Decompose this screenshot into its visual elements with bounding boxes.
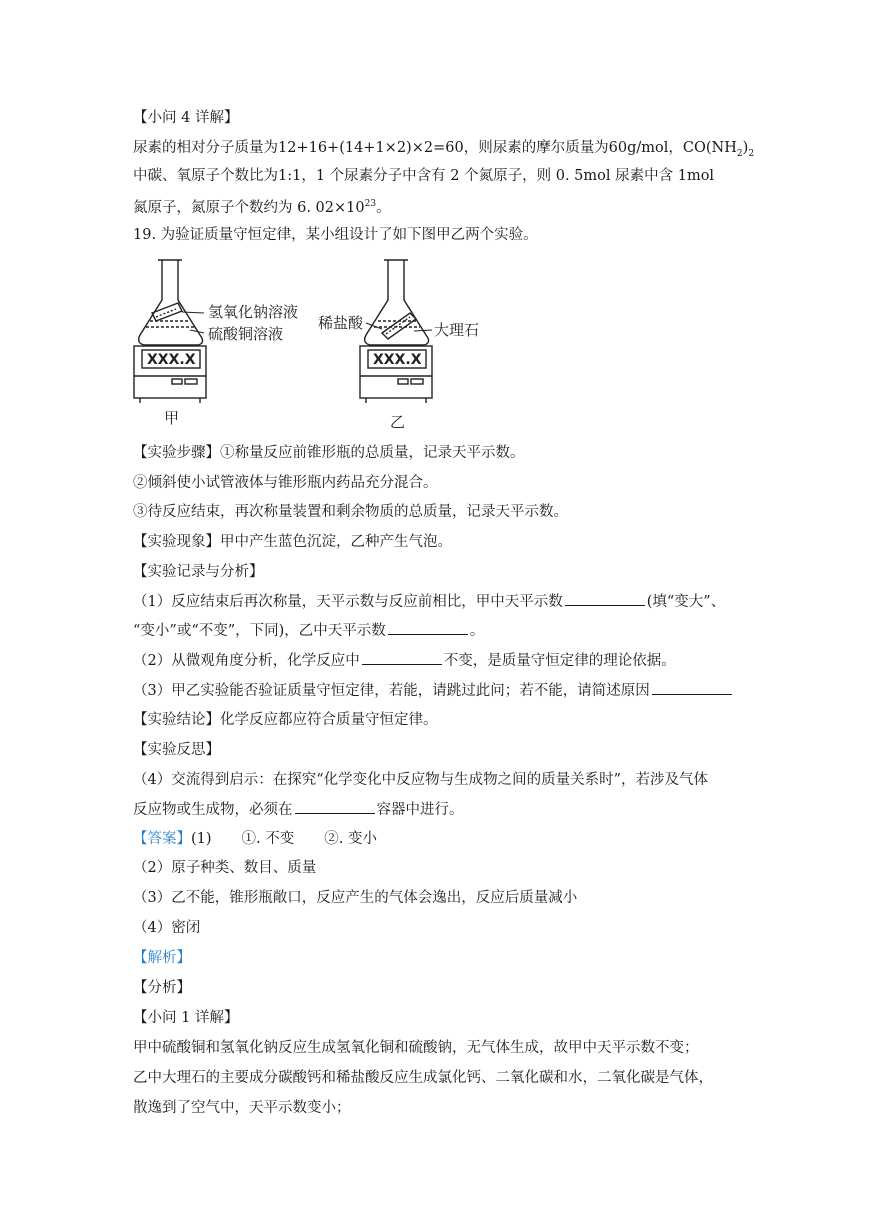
display-jia: XXX.X (147, 352, 196, 368)
sub-question-3: （3）甲乙实验能否验证质量守恒定律，若能，请跳过此问；若不能，请简述原因 (133, 680, 743, 701)
experiment-conclusion: 【实验结论】化学反应都应符合质量守恒定律。 (133, 712, 438, 728)
answer-label: 【答案】 (133, 831, 191, 847)
fenxi-header: 【分析】 (133, 980, 191, 996)
label-cuso4-solution: 硫酸铜溶液 (208, 325, 284, 343)
answer-line-2: （2）原子种类、数目、质量 (133, 860, 317, 876)
q1-detail-line-2: 乙中大理石的主要成分碳酸钙和稀盐酸反应生成氯化钙、二氧化碳和水，二氧化碳是气体， (133, 1070, 713, 1086)
q1-detail-line-1: 甲中硫酸铜和氢氧化钠反应生成氢氧化铜和硫酸钠，无气体生成，故甲中天平示数不变； (133, 1040, 699, 1056)
answer-line-4: （4）密闭 (133, 920, 201, 936)
q1-detail-line-3: 散逸到了空气中，天平示数变小； (133, 1100, 351, 1116)
sub-question-1-line-1: （1）反应结束后再次称量，天平示数与反应前相比，甲中天平示数 (填“变大”、 (133, 591, 743, 612)
experiment-reflection-header: 【实验反思】 (133, 742, 220, 758)
label-line-hcl (366, 323, 382, 329)
answer-blank (565, 591, 645, 606)
sub-question-4-line-2: 反应物或生成物，必须在 容器中进行。 (133, 799, 743, 820)
question-19-title: 19. 为验证质量守恒定律，某小组设计了如下图甲乙两个实验。 (133, 227, 538, 243)
q4-detail-header: 【小问 4 详解】 (133, 110, 239, 126)
experiment-steps-1: 【实验步骤】①称量反应前锥形瓶的总质量，记录天平示数。 (133, 445, 525, 461)
label-line-marble (414, 330, 432, 331)
display-yi: XXX.X (373, 352, 422, 368)
answer-blank (295, 799, 375, 814)
q4-detail-line-2: 中碳、氧原子个数比为1:1，1 个尿素分子中含有 2 个氮原子，则 0. 5mol 尿素中含 1mol (133, 168, 715, 184)
experiment-figure (130, 255, 510, 430)
answer-line-1: 【答案】(1) ①. 不变 ②. 变小 (133, 831, 377, 847)
experiment-steps-2: ②倾斜使小试管液体与锥形瓶内药品充分混合。 (133, 475, 438, 491)
sub-question-1-line-2: “变小”或“不变”，下同)，乙中天平示数 。 (133, 620, 743, 641)
answer-blank (362, 650, 442, 665)
analysis-label: 【解析】 (133, 950, 191, 966)
flask-jia (139, 260, 203, 345)
answer-blank (652, 680, 732, 695)
answer-line-3: （3）乙不能，锥形瓶敞口，反应产生的气体会逸出，反应后质量减小 (133, 890, 578, 906)
answer-blank (388, 620, 468, 635)
q1-detail-header: 【小问 1 详解】 (133, 1010, 239, 1026)
flask-yi (365, 260, 429, 345)
sub-question-4-line-1: （4）交流得到启示：在探究“化学变化中反应物与生成物之间的质量关系时”，若涉及气体 (133, 772, 709, 788)
sub-question-2: （2）从微观角度分析，化学反应中 不变，是质量守恒定律的理论依据。 (133, 650, 743, 671)
record-analysis-header: 【实验记录与分析】 (133, 564, 264, 580)
q4-detail-line-1: 尿素的相对分子质量为12+16+(14+1×2)×2=60，则尿素的摩尔质量为60g/mol，$CO(NH_2)_2$ (133, 140, 755, 159)
experiment-steps-3: ③待反应结束，再次称量装置和剩余物质的总质量，记录天平示数。 (133, 504, 568, 520)
label-naoh-solution: 氢氧化钠溶液 (208, 303, 299, 321)
label-marble: 大理石 (434, 321, 480, 339)
q4-detail-line-3: 氮原子，氮原子个数约为 6. $02\times 10^{23}$。 (133, 199, 391, 216)
experiment-phenomena: 【实验现象】甲中产生蓝色沉淀，乙种产生气泡。 (133, 534, 452, 550)
caption-jia: 甲 (164, 409, 180, 427)
caption-yi: 乙 (390, 413, 406, 430)
label-dilute-hcl: 稀盐酸 (318, 314, 364, 332)
